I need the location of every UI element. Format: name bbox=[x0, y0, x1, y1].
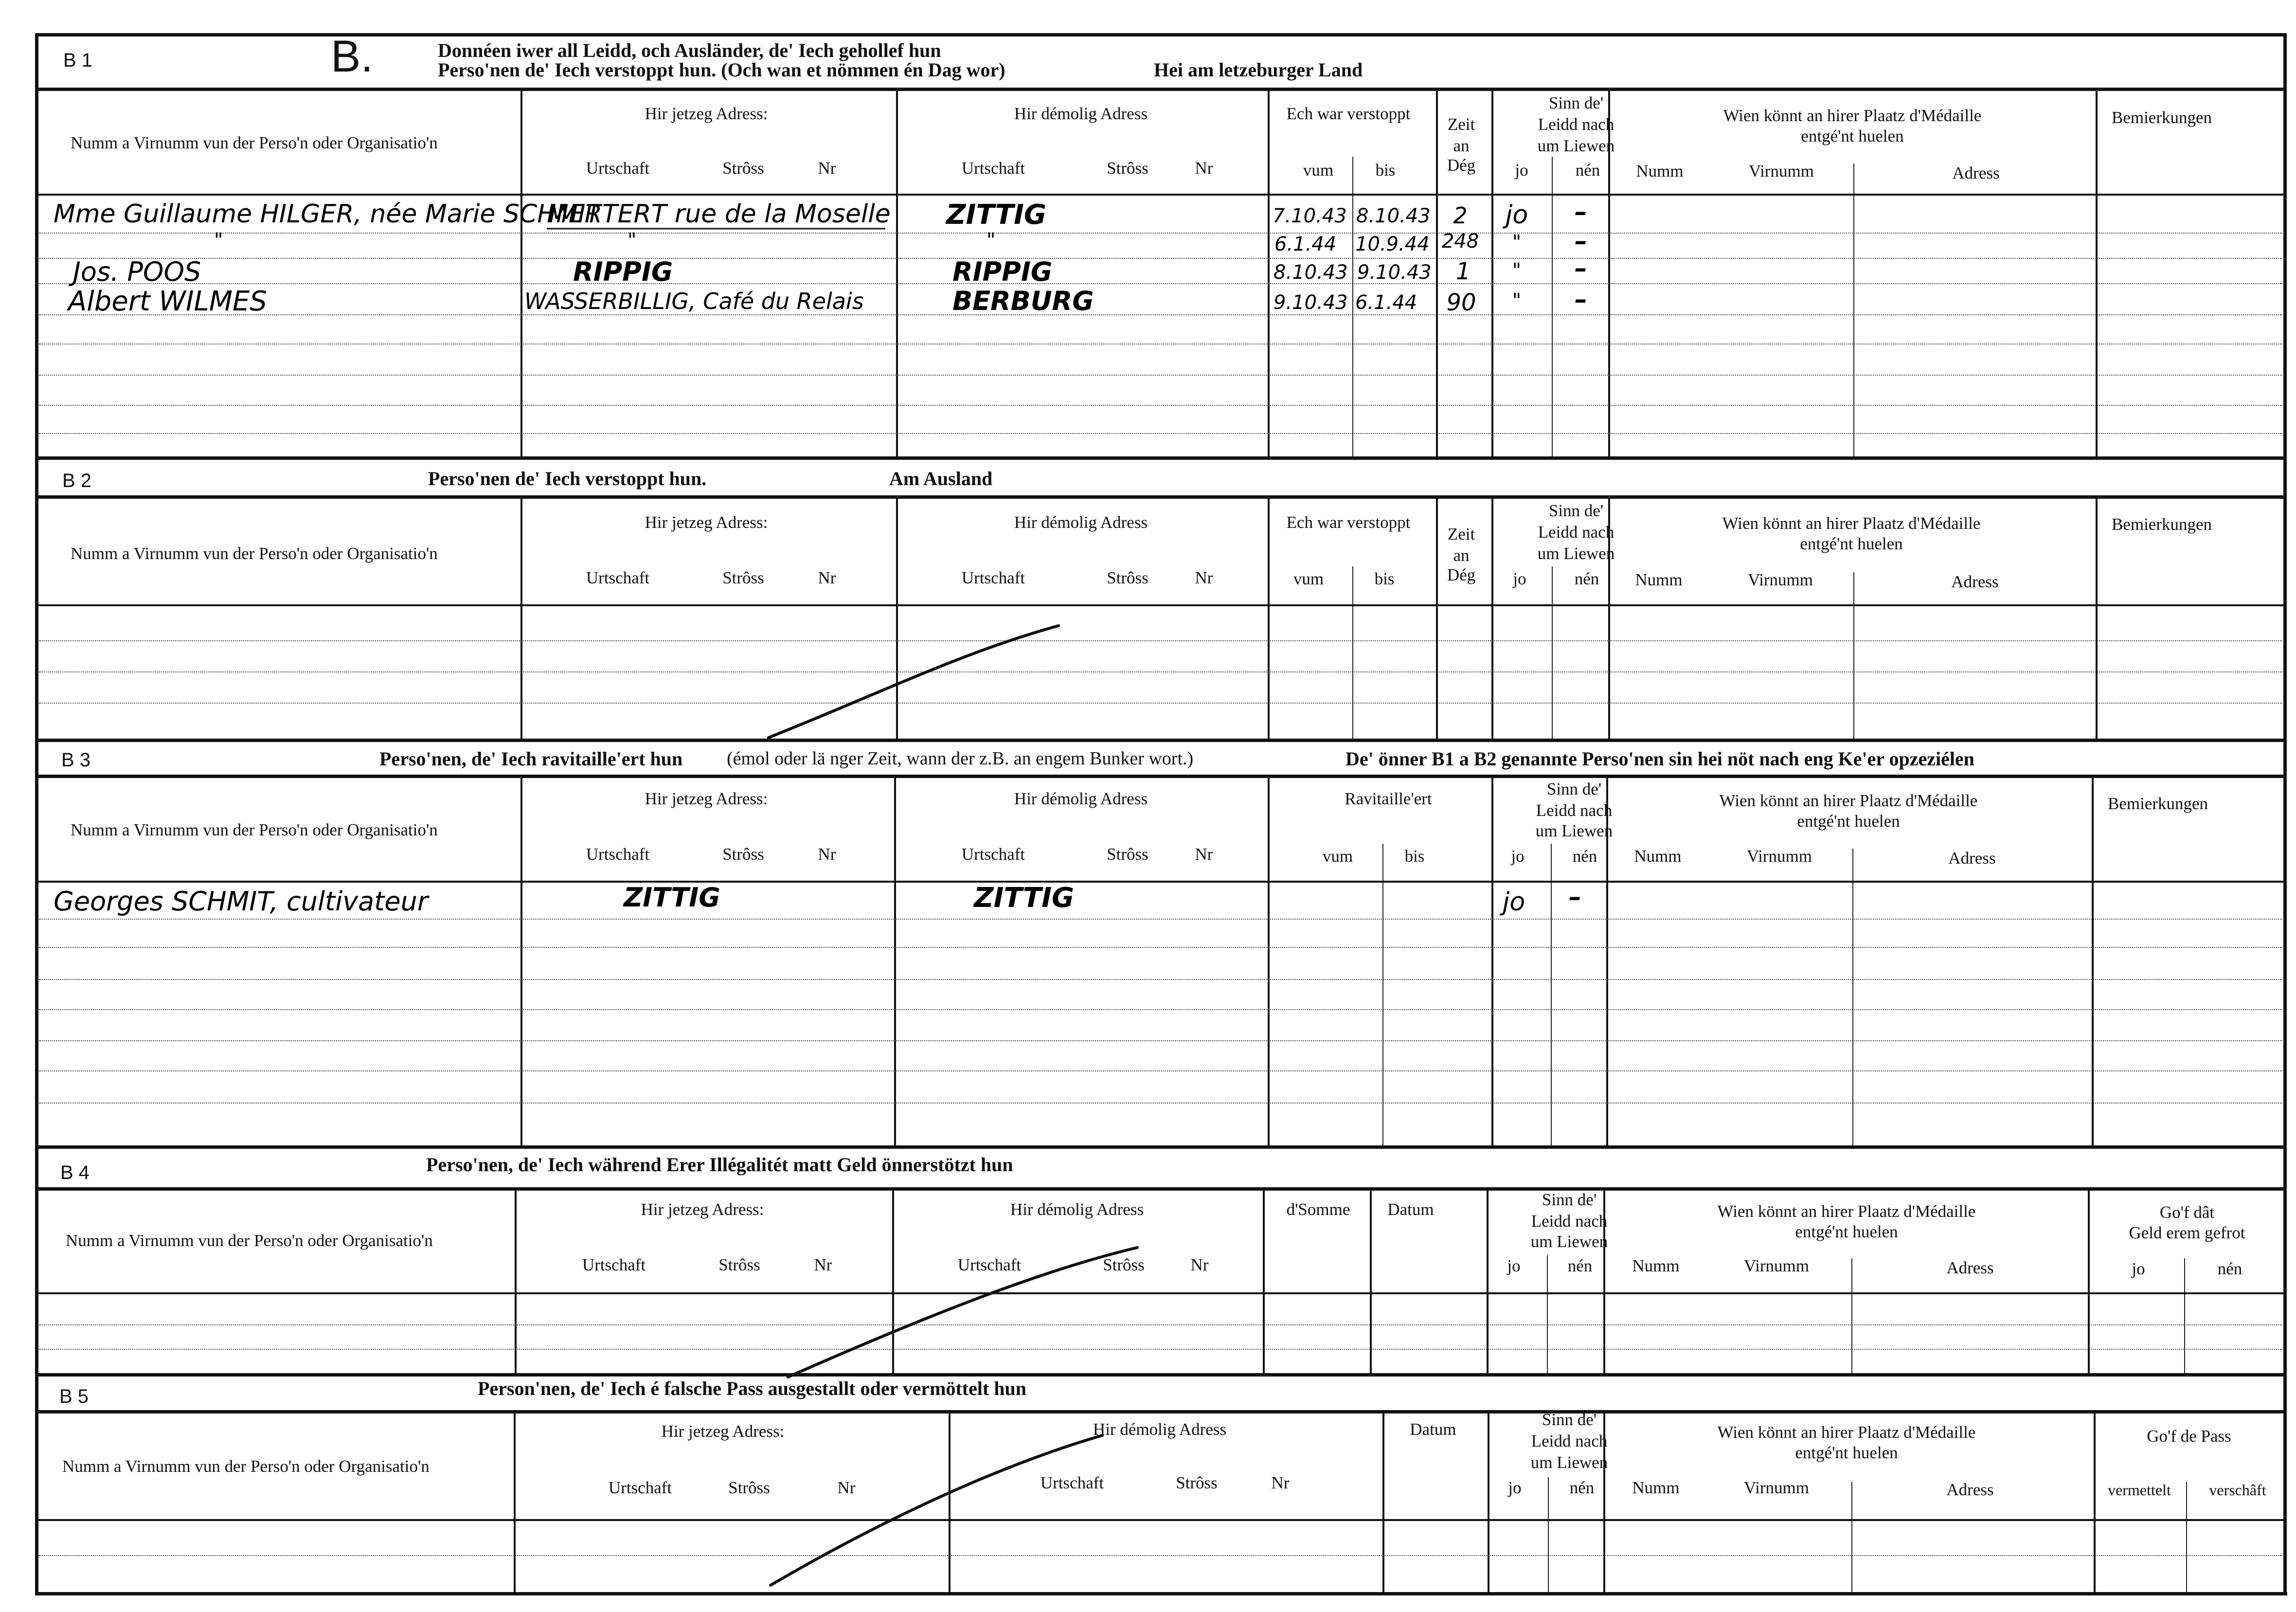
section-letter: B. bbox=[331, 32, 373, 81]
issued-header: verschâft bbox=[2209, 1481, 2266, 1499]
hidden-from: 9.10.43 bbox=[1274, 291, 1348, 314]
street-header: Strôss bbox=[1103, 1255, 1145, 1274]
street-header: Strôss bbox=[1176, 1473, 1218, 1492]
medal-address-header: Adress bbox=[1948, 849, 1996, 868]
town-header: Urtschaft bbox=[957, 1255, 1022, 1274]
former-address-header: Hir démolig Adress bbox=[1014, 104, 1148, 123]
number-header: Nr bbox=[814, 1255, 832, 1274]
mortal-header: Sinn de' bbox=[1542, 1190, 1597, 1209]
number-header: Nr bbox=[818, 845, 836, 864]
mortal-header: um Liewen bbox=[1537, 544, 1615, 563]
person-name: Georges SCHMIT, cultivateur bbox=[54, 886, 429, 917]
medal-name-header: Numm bbox=[1635, 570, 1683, 589]
number-header: Nr bbox=[1190, 1255, 1209, 1274]
street-header: Strôss bbox=[718, 1255, 760, 1274]
person-name: Jos. POOS bbox=[73, 256, 201, 287]
street-header: Strôss bbox=[1107, 568, 1148, 587]
town-header: Urtschaft bbox=[961, 159, 1025, 178]
section-title: Perso'nen de' Iech verstoppt hun. bbox=[428, 468, 707, 489]
yes-mark: " bbox=[1512, 259, 1522, 282]
medal-address-header: Adress bbox=[1946, 1480, 1994, 1499]
days: 90 bbox=[1446, 289, 1476, 316]
street-header: Strôss bbox=[722, 845, 764, 864]
no-header: nén bbox=[1572, 847, 1597, 866]
mortal-header: Leidd nach bbox=[1536, 801, 1613, 820]
section-subtitle: Perso'nen de' Iech verstoppt hun. (Och wan et nömmen én Dag wor) bbox=[438, 59, 1005, 81]
no-mark: – bbox=[1575, 198, 1587, 227]
strike-line-b4 bbox=[788, 1248, 1137, 1377]
mortal-header: Leidd nach bbox=[1531, 1212, 1608, 1231]
town-header: Urtschaft bbox=[586, 568, 650, 587]
medal-firstname-header: Virnumm bbox=[1748, 162, 1814, 181]
mortal-header: um Liewen bbox=[1530, 1232, 1608, 1251]
town-header: Urtschaft bbox=[586, 159, 650, 178]
number-header: Nr bbox=[837, 1478, 856, 1497]
street-header: Strôss bbox=[722, 159, 764, 178]
number-header: Nr bbox=[1195, 568, 1213, 587]
medal-header: Wien könnt an hirer Plaatz d'Médaille bbox=[1723, 106, 1982, 125]
yes-mark: " bbox=[1512, 290, 1522, 312]
mortal-header: um Liewen bbox=[1537, 136, 1615, 155]
current-address: ZITTIG bbox=[624, 882, 720, 913]
no-mark: – bbox=[1569, 883, 1581, 912]
number-header: Nr bbox=[1195, 845, 1213, 864]
days: 1 bbox=[1455, 258, 1471, 285]
hidden-header: Ech war verstoppt bbox=[1286, 513, 1411, 532]
former-address: BERBURG bbox=[952, 286, 1094, 316]
person-name: " bbox=[214, 229, 223, 252]
medal-name-header: Numm bbox=[1632, 1256, 1680, 1275]
yes-header: jo bbox=[1508, 1478, 1522, 1497]
current-address: WASSERBILLIG, Café du Relais bbox=[524, 288, 864, 314]
town-header: Urtschaft bbox=[1040, 1473, 1104, 1492]
hidden-from: 7.10.43 bbox=[1273, 205, 1347, 227]
time-header: Zeit bbox=[1447, 525, 1475, 543]
former-address-header: Hir démolig Adress bbox=[1014, 513, 1148, 532]
section-id: B 5 bbox=[59, 1386, 89, 1407]
hidden-to: 9.10.43 bbox=[1357, 261, 1432, 284]
hidden-to: 6.1.44 bbox=[1355, 291, 1417, 314]
no-mark: – bbox=[1575, 254, 1587, 283]
medal-header: entgé'nt huelen bbox=[1795, 1222, 1898, 1241]
time-header: Dég bbox=[1447, 156, 1476, 175]
from-header: vum bbox=[1303, 161, 1334, 180]
hidden-from: 6.1.44 bbox=[1274, 233, 1337, 255]
medal-header: entgé'nt huelen bbox=[1797, 812, 1900, 831]
section-region: Hei am letzeburger Land bbox=[1154, 59, 1363, 81]
medal-firstname-header: Virnumm bbox=[1743, 1478, 1810, 1497]
hidden-to: 10.9.44 bbox=[1355, 233, 1430, 255]
number-header: Nr bbox=[1271, 1473, 1290, 1492]
name-column-header: Numm a Virnumm vun der Perso'n oder Organisatio'n bbox=[62, 1457, 430, 1476]
street-header: Strôss bbox=[722, 568, 764, 587]
hidden-to: 8.10.43 bbox=[1356, 205, 1431, 227]
days: 248 bbox=[1441, 230, 1479, 253]
mortal-header: Sinn de' bbox=[1548, 93, 1604, 112]
town-header: Urtschaft bbox=[582, 1255, 646, 1274]
hidden-from: 8.10.43 bbox=[1274, 261, 1348, 284]
mortal-header: Sinn de' bbox=[1546, 779, 1602, 798]
supplied-header: Ravitaille'ert bbox=[1345, 789, 1432, 808]
town-header: Urtschaft bbox=[608, 1478, 672, 1497]
mortal-header: um Liewen bbox=[1530, 1453, 1608, 1472]
town-header: Urtschaft bbox=[586, 845, 650, 864]
remarks-header: Bemierkungen bbox=[2111, 108, 2212, 127]
to-header: bis bbox=[1374, 569, 1395, 588]
section-id: B 2 bbox=[62, 470, 92, 491]
number-header: Nr bbox=[818, 159, 836, 178]
town-header: Urtschaft bbox=[961, 845, 1025, 864]
name-column-header: Numm a Virnumm vun der Perso'n oder Organisatio'n bbox=[66, 1231, 433, 1250]
to-header: bis bbox=[1404, 847, 1425, 866]
town-header: Urtschaft bbox=[961, 568, 1025, 587]
name-column-header: Numm a Virnumm vun der Perso'n oder Organisatio'n bbox=[71, 544, 438, 563]
current-address-header: Hir jetzeg Adress: bbox=[645, 513, 768, 532]
yes-mark: jo bbox=[1505, 200, 1528, 230]
medal-header: Wien könnt an hirer Plaatz d'Médaille bbox=[1717, 1423, 1976, 1442]
current-address-header: Hir jetzeg Adress: bbox=[641, 1200, 764, 1219]
yes-header: jo bbox=[1515, 161, 1528, 180]
former-address-header: Hir démolig Adress bbox=[1093, 1420, 1227, 1439]
mortal-header: Leidd nach bbox=[1538, 115, 1614, 134]
medal-firstname-header: Virnumm bbox=[1746, 847, 1812, 866]
current-address-header: Hir jetzeg Adress: bbox=[645, 789, 768, 808]
no-header: nén bbox=[1567, 1256, 1593, 1275]
former-address-header: Hir démolig Adress bbox=[1014, 789, 1148, 808]
medal-header: entgé'nt huelen bbox=[1795, 1443, 1898, 1462]
yes-header: jo bbox=[1513, 569, 1526, 588]
from-header: vum bbox=[1322, 847, 1353, 866]
medal-header: entgé'nt huelen bbox=[1800, 534, 1903, 553]
mortal-header: Sinn de' bbox=[1548, 501, 1604, 520]
person-name: Mme Guillaume HILGER, née Marie SCHMIT bbox=[54, 199, 601, 229]
former-address: ZITTIG bbox=[974, 882, 1074, 914]
section-region: Am Ausland bbox=[889, 468, 993, 489]
number-header: Nr bbox=[1195, 159, 1213, 178]
street-header: Strôss bbox=[1107, 159, 1148, 178]
time-header: an bbox=[1453, 546, 1470, 565]
pass-header: Go'f de Pass bbox=[2147, 1427, 2231, 1446]
street-header: Strôss bbox=[1107, 845, 1148, 864]
remarks-header: Bemierkungen bbox=[2107, 794, 2208, 813]
former-address: ZITTIG bbox=[946, 199, 1046, 231]
yes-mark: " bbox=[1512, 231, 1522, 254]
section-title: Perso'nen, de' Iech während Erer Illégalitét matt Geld önnerstötzt hun bbox=[426, 1154, 1013, 1176]
days: 2 bbox=[1453, 202, 1468, 229]
mortal-header: Sinn de' bbox=[1542, 1410, 1597, 1429]
strike-line-b5 bbox=[771, 1435, 1102, 1585]
date-header: Datum bbox=[1410, 1420, 1456, 1439]
no-header: nén bbox=[1574, 569, 1599, 588]
date-header: Datum bbox=[1387, 1200, 1434, 1219]
hidden-header: Ech war verstoppt bbox=[1286, 104, 1411, 123]
yes-header: jo bbox=[1511, 847, 1525, 866]
medal-header: Wien könnt an hirer Plaatz d'Médaille bbox=[1717, 1202, 1976, 1221]
section-note: (émol oder lä nger Zeit, wann der z.B. an engem Bunker wort.) bbox=[727, 748, 1194, 769]
yes-mark: jo bbox=[1502, 888, 1525, 917]
medal-name-header: Numm bbox=[1634, 847, 1682, 866]
current-address: RIPPIG bbox=[573, 256, 673, 287]
medal-firstname-header: Virnumm bbox=[1747, 570, 1813, 589]
section-id: B 4 bbox=[60, 1162, 90, 1183]
gift-header: Geld erem gefrot bbox=[2129, 1223, 2245, 1242]
time-header: an bbox=[1453, 136, 1470, 155]
medal-firstname-header: Virnumm bbox=[1743, 1256, 1810, 1275]
former-address: " bbox=[987, 229, 996, 252]
remarks-header: Bemierkungen bbox=[2111, 515, 2212, 534]
time-header: Dég bbox=[1447, 565, 1476, 584]
gift-header: Go'f dât bbox=[2159, 1203, 2215, 1222]
no-mark: – bbox=[1575, 227, 1587, 256]
section-remark: De' önner B1 a B2 genannte Perso'nen sin hei nöt nach eng Ke'er opzeziélen bbox=[1345, 748, 1974, 770]
sum-header: d'Somme bbox=[1286, 1200, 1350, 1219]
name-column-header: Numm a Virnumm vun der Perso'n oder Organisatio'n bbox=[71, 133, 438, 152]
mortal-header: Leidd nach bbox=[1531, 1431, 1608, 1450]
mortal-header: Leidd nach bbox=[1538, 523, 1614, 542]
current-address-header: Hir jetzeg Adress: bbox=[645, 104, 768, 123]
current-address-header: Hir jetzeg Adress: bbox=[661, 1422, 785, 1441]
medal-header: entgé'nt huelen bbox=[1801, 127, 1904, 145]
section-title: Donnéen iwer all Leidd, och Ausländer, de' Iech gehollef hun bbox=[438, 39, 941, 61]
from-header: vum bbox=[1293, 569, 1324, 588]
yes-header: jo bbox=[2132, 1259, 2145, 1278]
former-address-header: Hir démolig Adress bbox=[1010, 1200, 1144, 1219]
no-header: nén bbox=[1575, 161, 1600, 180]
medal-header: Wien könnt an hirer Plaatz d'Médaille bbox=[1722, 514, 1981, 533]
no-header: nén bbox=[2217, 1259, 2242, 1278]
current-address: MERTERT rue de la Moselle bbox=[547, 199, 891, 229]
strike-line-b2 bbox=[769, 626, 1058, 738]
person-name: Albert WILMES bbox=[68, 286, 267, 317]
former-address: RIPPIG bbox=[952, 256, 1053, 287]
no-mark: – bbox=[1575, 285, 1587, 314]
to-header: bis bbox=[1375, 161, 1396, 180]
name-column-header: Numm a Virnumm vun der Perso'n oder Organisatio'n bbox=[71, 820, 438, 839]
time-header: Zeit bbox=[1447, 115, 1475, 134]
mortal-header: um Liewen bbox=[1535, 821, 1613, 840]
medal-name-header: Numm bbox=[1636, 162, 1684, 181]
section-title: Perso'nen, de' Iech ravitaille'ert hun bbox=[379, 748, 683, 770]
section-id: B 1 bbox=[63, 50, 93, 71]
street-header: Strôss bbox=[728, 1478, 770, 1497]
number-header: Nr bbox=[818, 568, 836, 587]
medal-address-header: Adress bbox=[1951, 572, 1999, 591]
no-header: nén bbox=[1569, 1478, 1595, 1497]
medal-address-header: Adress bbox=[1952, 163, 2000, 182]
mediated-header: vermettelt bbox=[2108, 1481, 2171, 1499]
medal-name-header: Numm bbox=[1632, 1478, 1680, 1497]
section-id: B 3 bbox=[61, 749, 91, 771]
medal-header: Wien könnt an hirer Plaatz d'Médaille bbox=[1719, 791, 1978, 810]
medal-address-header: Adress bbox=[1946, 1258, 1994, 1277]
current-address: " bbox=[628, 229, 637, 252]
section-title: Person'nen, de' Iech é falsche Pass ausgestallt oder vermöttelt hun bbox=[478, 1377, 1027, 1399]
yes-header: jo bbox=[1507, 1256, 1521, 1275]
